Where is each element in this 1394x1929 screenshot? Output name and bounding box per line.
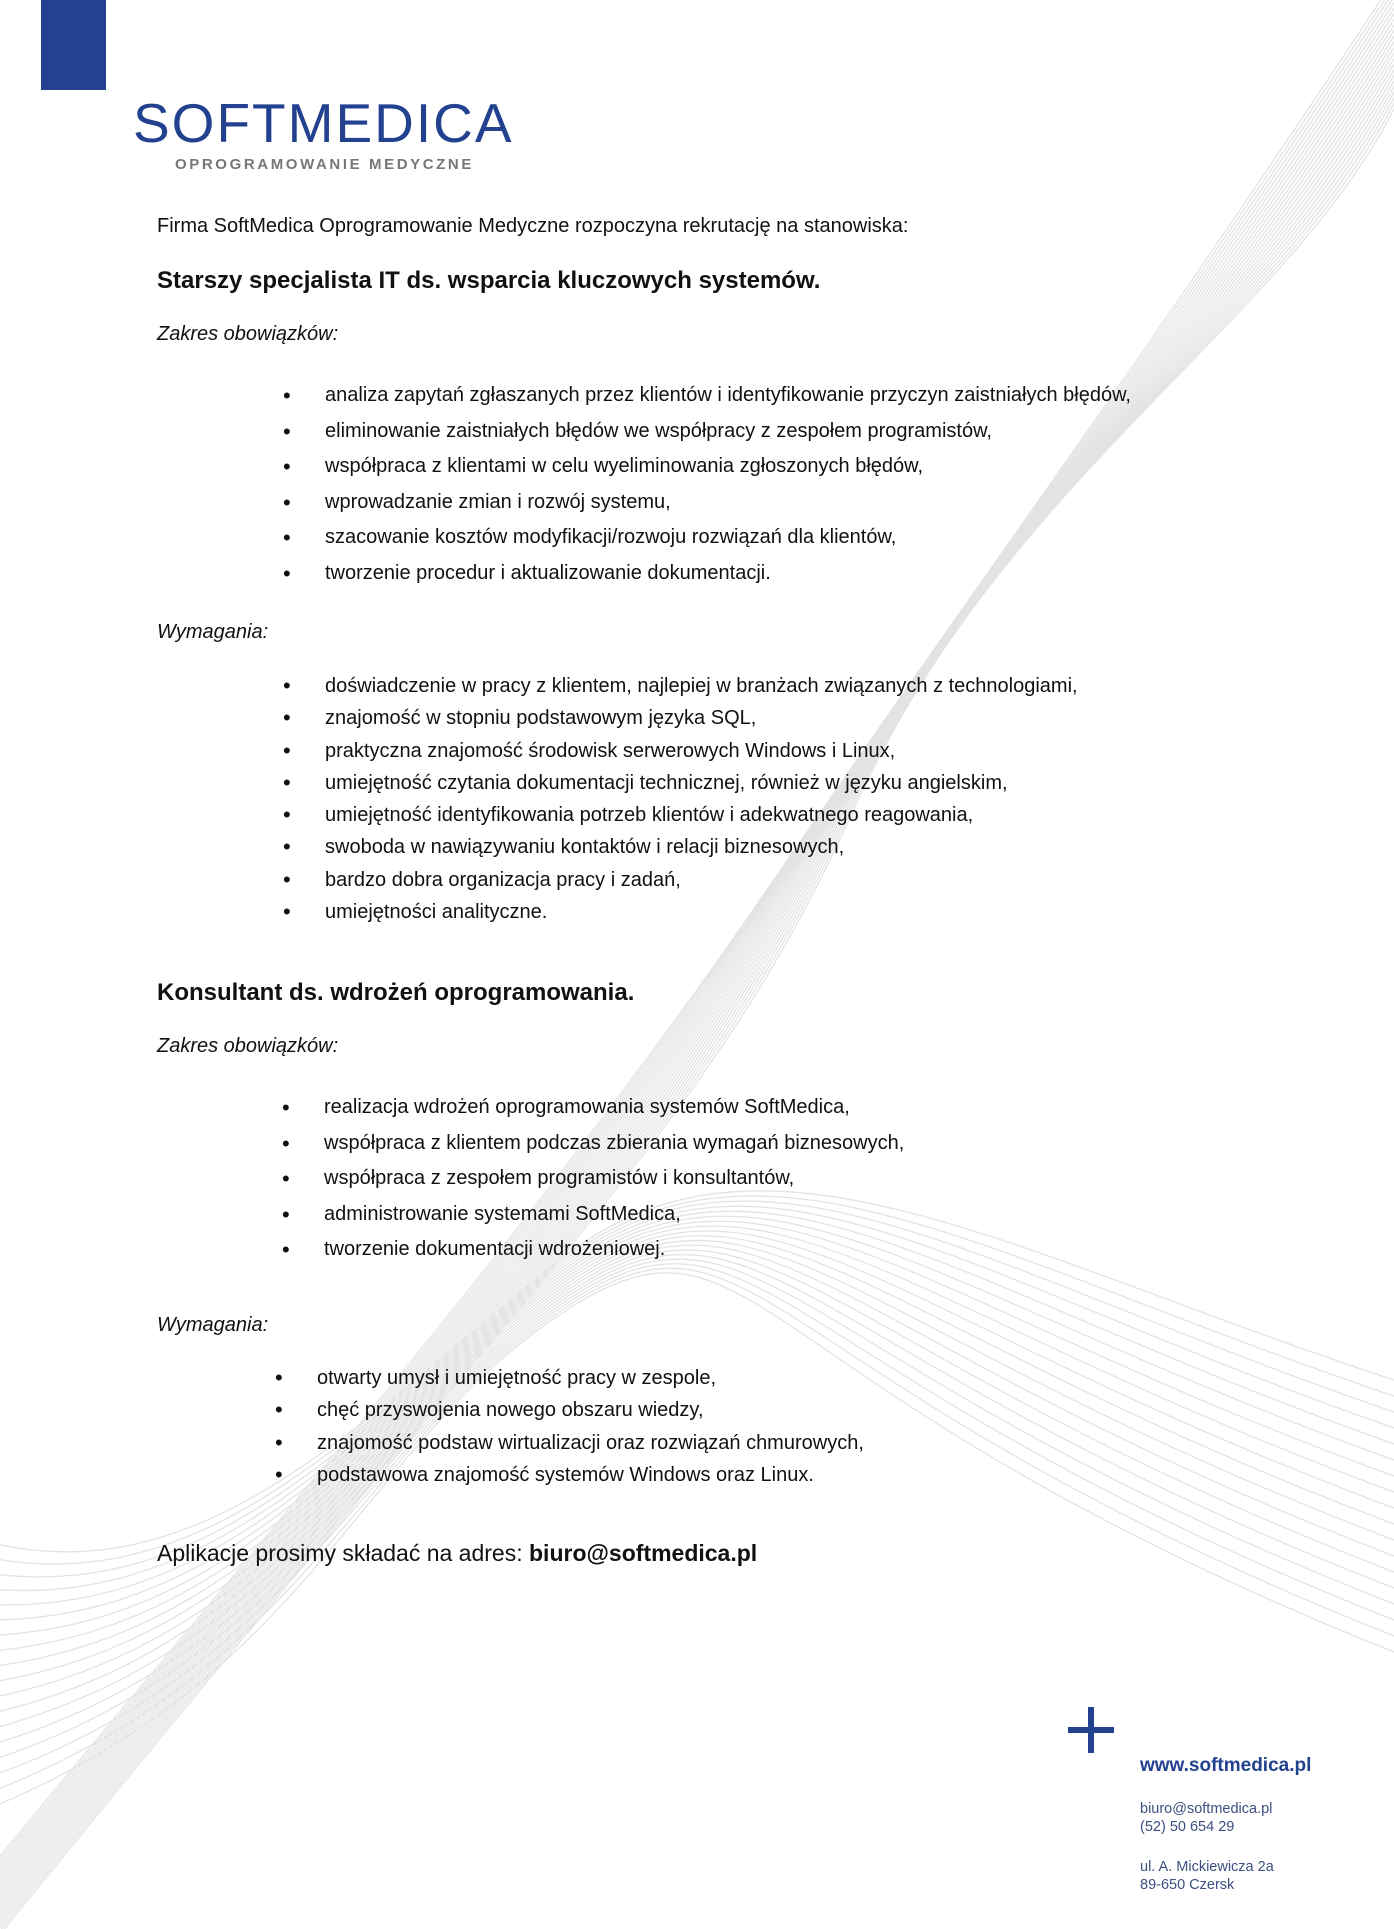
footer-street: ul. A. Mickiewicza 2a — [1140, 1859, 1274, 1875]
list-item: • podstawowa znajomość systemów Windows oraz Linux. — [317, 1459, 864, 1491]
list-item: • bardzo dobra organizacja pracy i zadań, — [325, 864, 1078, 896]
list-item: • swoboda w nawiązywaniu kontaktów i relacji biznesowych, — [325, 831, 1078, 863]
list-item: • współpraca z klientem podczas zbierania wymagań biznesowych, — [324, 1126, 904, 1162]
position2-duties-label: Zakres obowiązków: — [157, 1035, 339, 1057]
application-text: Aplikacje prosimy składać na adres: — [157, 1540, 529, 1566]
footer-contact — [1140, 1755, 1311, 1894]
list-item: • analiza zapytań zgłaszanych przez klientów i identyfikowanie przyczyn zaistniałych błędów, — [325, 378, 1131, 414]
list-item: • znajomość w stopniu podstawowym języka SQL, — [325, 702, 1078, 734]
position2-requirements-label: Wymagania: — [157, 1314, 269, 1336]
list-item: • chęć przyswojenia nowego obszaru wiedzy, — [317, 1394, 864, 1426]
application-note — [157, 1540, 757, 1567]
position1-duties-label: Zakres obowiązków: — [157, 323, 339, 345]
position2-title: Konsultant ds. wdrożeń oprogramowania. — [157, 979, 635, 1006]
list-item: • umiejętność identyfikowania potrzeb klientów i adekwatnego reagowania, — [325, 799, 1078, 831]
logo-wordmark: SOFTMEDICA — [133, 92, 514, 154]
intro-text: Firma SoftMedica Oprogramowanie Medyczne rozpoczyna rekrutację na stanowiska: — [157, 215, 909, 237]
list-item: • wprowadzanie zmian i rozwój systemu, — [325, 485, 1131, 521]
application-email[interactable]: biuro@softmedica.pl — [529, 1540, 758, 1566]
company-logo — [133, 92, 514, 173]
list-item: • eliminowanie zaistniałych błędów we współpracy z zespołem programistów, — [325, 414, 1131, 450]
list-item: • doświadczenie w pracy z klientem, najlepiej w branżach związanych z technologiami, — [325, 670, 1078, 702]
list-item: • realizacja wdrożeń oprogramowania systemów SoftMedica, — [324, 1090, 904, 1126]
footer-city: 89-650 Czersk — [1140, 1877, 1235, 1893]
footer-website[interactable]: www.softmedica.pl — [1140, 1755, 1312, 1776]
corner-accent-bar — [41, 0, 106, 90]
list-item: • umiejętność czytania dokumentacji technicznej, również w języku angielskim, — [325, 767, 1078, 799]
list-item: • współpraca z klientami w celu wyeliminowania zgłoszonych błędów, — [325, 449, 1131, 485]
list-item: • administrowanie systemami SoftMedica, — [324, 1197, 904, 1233]
list-item: • umiejętności analityczne. — [325, 896, 1078, 928]
list-item: • otwarty umysł i umiejętność pracy w zespole, — [317, 1362, 864, 1394]
list-item: • tworzenie dokumentacji wdrożeniowej. — [324, 1232, 904, 1268]
position1-title: Starszy specjalista IT ds. wsparcia kluczowych systemów. — [157, 267, 821, 294]
position2-requirements-list — [317, 1362, 864, 1491]
logo-tagline: OPROGRAMOWANIE MEDYCZNE — [175, 156, 474, 173]
position1-requirements-list — [325, 670, 1078, 928]
plus-icon — [1068, 1707, 1114, 1753]
position1-requirements-label: Wymagania: — [157, 621, 269, 643]
footer-phone: (52) 50 654 29 — [1140, 1819, 1235, 1835]
list-item: • tworzenie procedur i aktualizowanie dokumentacji. — [325, 556, 1131, 592]
list-item: • współpraca z zespołem programistów i konsultantów, — [324, 1161, 904, 1197]
footer-email[interactable]: biuro@softmedica.pl — [1140, 1801, 1273, 1817]
list-item: • znajomość podstaw wirtualizacji oraz rozwiązań chmurowych, — [317, 1427, 864, 1459]
list-item: • praktyczna znajomość środowisk serwerowych Windows i Linux, — [325, 735, 1078, 767]
position1-duties-list — [325, 378, 1131, 591]
list-item: • szacowanie kosztów modyfikacji/rozwoju rozwiązań dla klientów, — [325, 520, 1131, 556]
position2-duties-list — [324, 1090, 904, 1268]
